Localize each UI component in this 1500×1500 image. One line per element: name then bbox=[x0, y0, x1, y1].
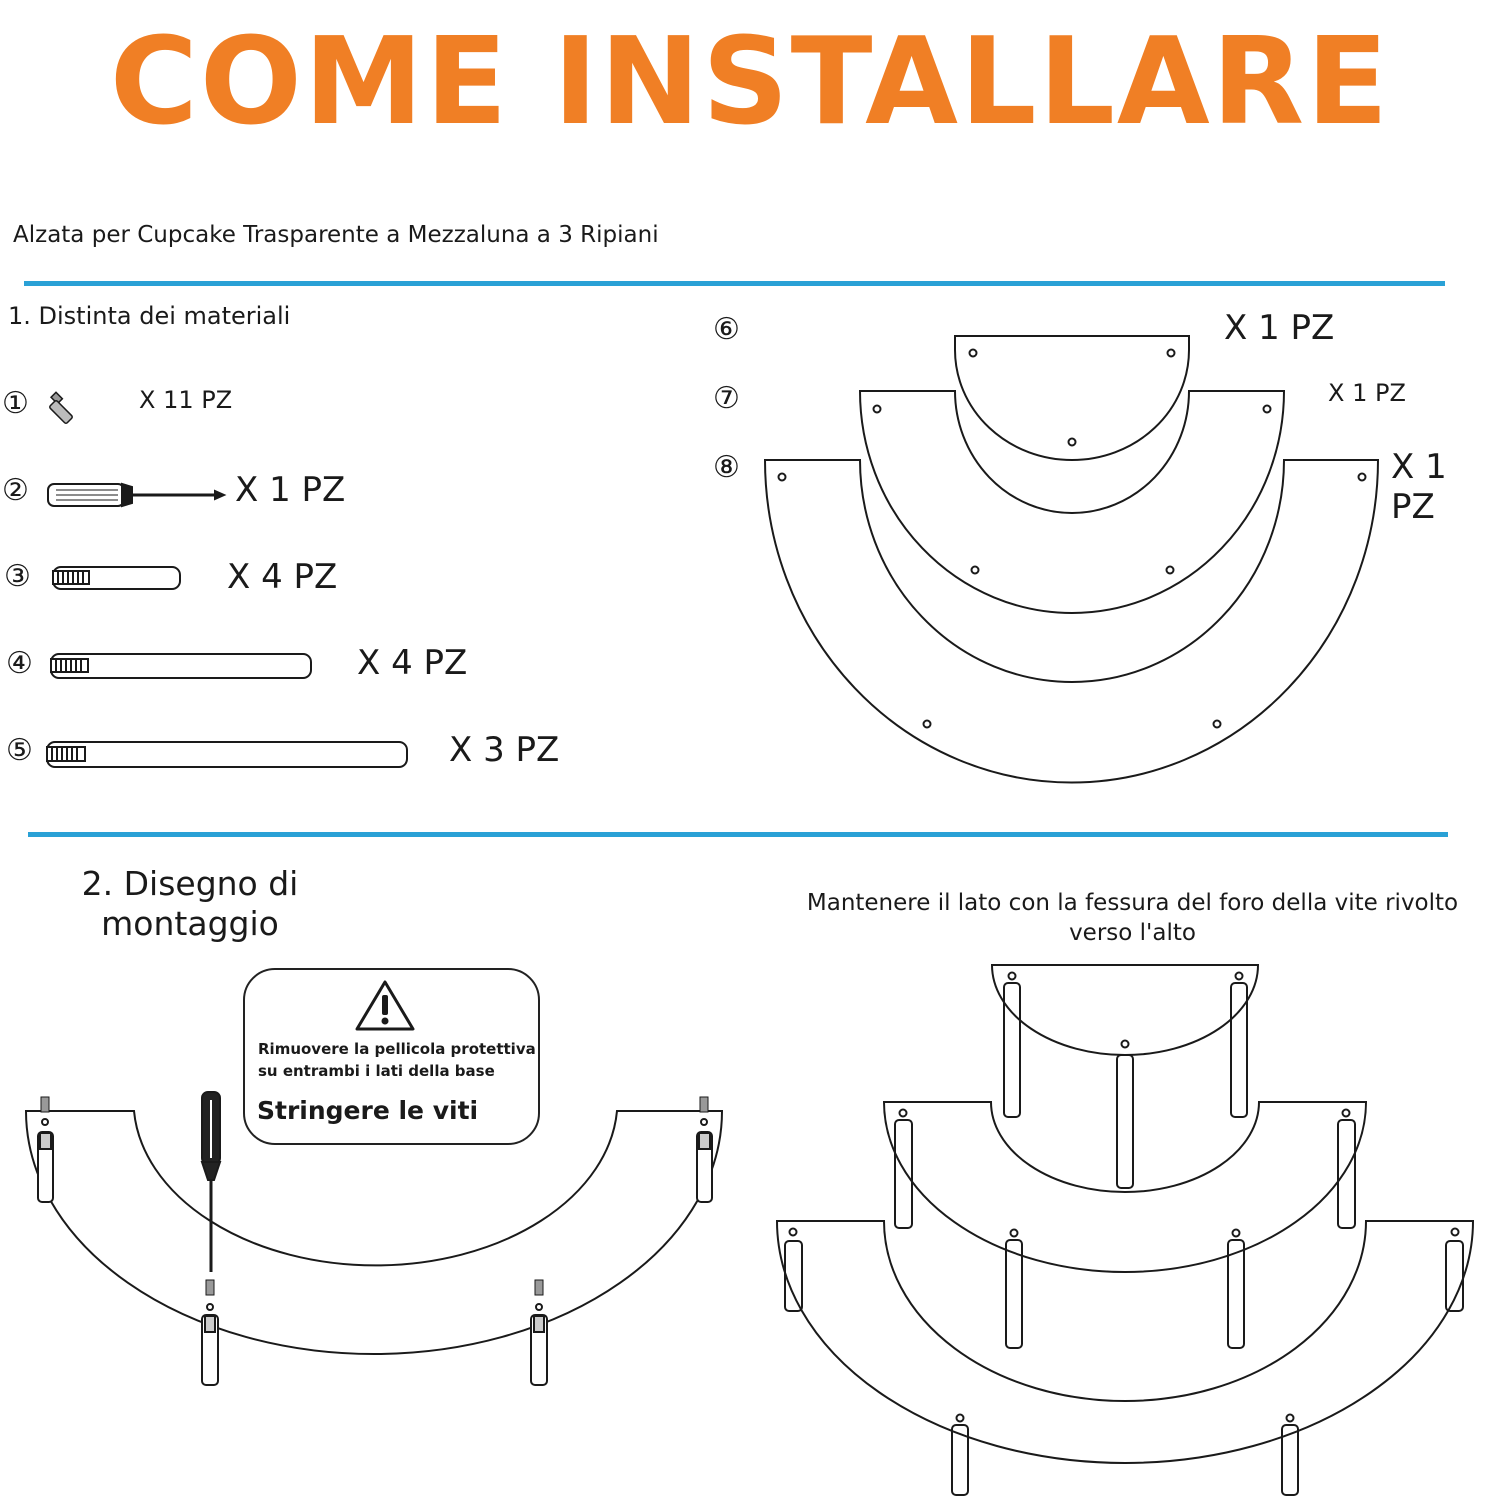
note-line-2: su entrambi i lati della base bbox=[258, 1062, 495, 1080]
part-number-5: ⑤ bbox=[6, 733, 33, 768]
part-number-3: ③ bbox=[4, 559, 31, 594]
part-number-6: ⑥ bbox=[713, 312, 740, 347]
product-subtitle: Alzata per Cupcake Trasparente a Mezzaluna a 3 Ripiani bbox=[13, 222, 659, 248]
tighten-screws-label: Stringere le viti bbox=[257, 1096, 479, 1125]
part-qty-6: X 1 PZ bbox=[1224, 308, 1335, 348]
part-qty-5: X 3 PZ bbox=[449, 730, 560, 770]
materials-heading: 1. Distinta dei materiali bbox=[8, 302, 291, 330]
part-qty-1: X 11 PZ bbox=[139, 386, 233, 414]
part-number-1: ① bbox=[2, 386, 29, 421]
part-number-2: ② bbox=[2, 473, 29, 508]
part-number-8: ⑧ bbox=[713, 450, 740, 485]
page-title: COME INSTALLARE bbox=[109, 13, 1391, 152]
note-line-1: Rimuovere la pellicola protettiva bbox=[258, 1040, 536, 1058]
part-qty-8: X 1 PZ bbox=[1391, 447, 1447, 527]
part-number-7: ⑦ bbox=[713, 381, 740, 416]
protective-film-note bbox=[258, 1038, 538, 1082]
part-qty-2: X 1 PZ bbox=[235, 470, 346, 510]
orientation-note: Mantenere il lato con la fessura del foro della vite rivolto verso l'alto bbox=[806, 890, 1459, 946]
part-qty-4: X 4 PZ bbox=[357, 643, 468, 683]
part-number-4: ④ bbox=[6, 646, 33, 681]
assembly-heading: 2. Disegno di montaggio bbox=[81, 864, 299, 943]
part-qty-3: X 4 PZ bbox=[227, 557, 338, 597]
part-qty-7: X 1 PZ bbox=[1328, 379, 1406, 407]
